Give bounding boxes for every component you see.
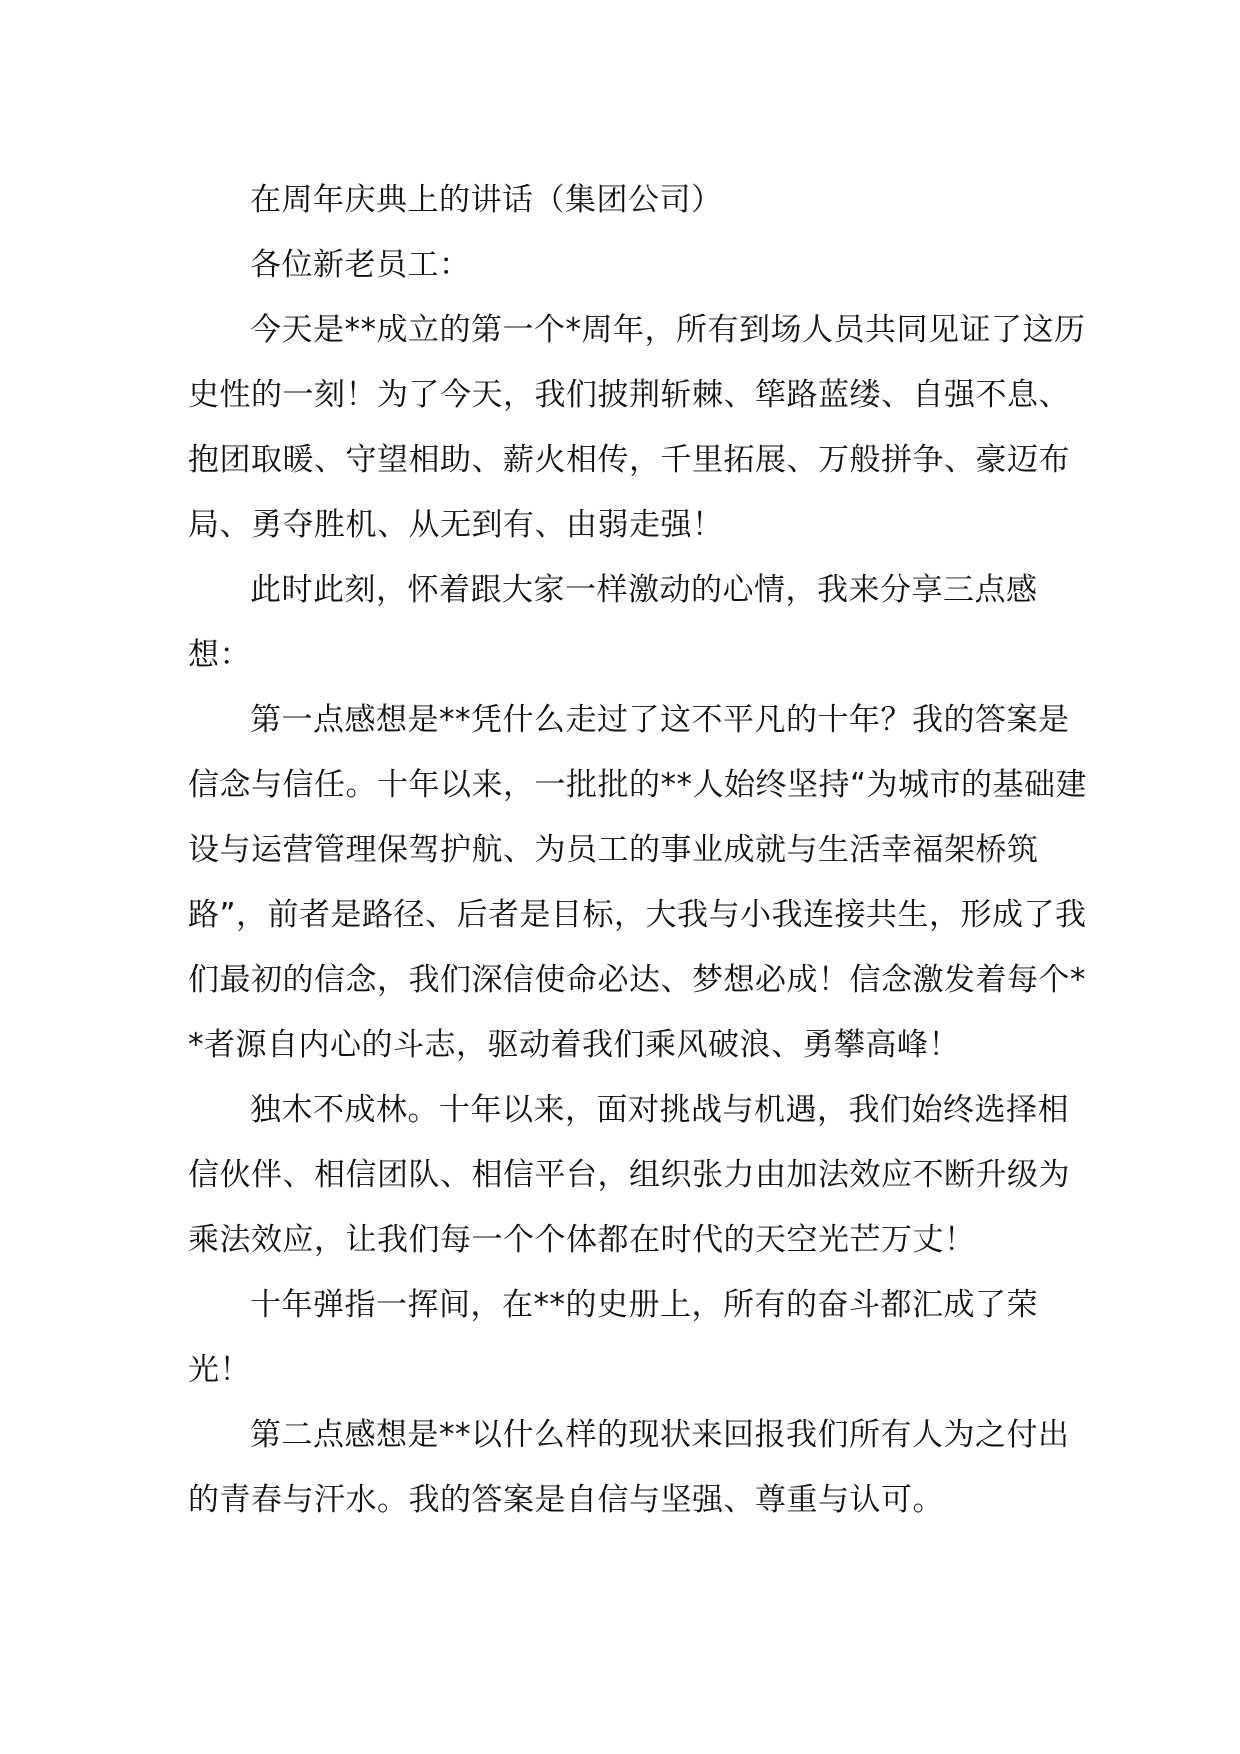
paragraph-6: 第二点感想是**以什么样的现状来回报我们所有人为之付出的青春与汗水。我的答案是自信与坚强、尊重与认可。 (188, 1417, 1070, 1518)
greeting: 各位新老员工： (250, 247, 471, 283)
paragraph-3: 第一点感想是**凭什么走过了这不平凡的十年？我的答案是信念与信任。十年以来，一批批的**人始终坚持“为城市的基础建设与运营管理保驾护航、为员工的事业成就与生活幸福架桥筑路”，前者是路径、后者是目标，大我与小我连接共生，形成了我们最初的信念，我们深信使命必达、梦想必成！信念激发着每个**者源自内心的斗志，驱动着我们乘风破浪、勇攀高峰！ (188, 702, 1088, 1063)
paragraph-5: 十年弹指一挥间，在**的史册上，所有的奋斗都汇成了荣光！ (188, 1287, 1038, 1388)
document-title: 在周年庆典上的讲话（集团公司） (250, 182, 723, 218)
document-body (188, 168, 1088, 1533)
paragraph-4: 独木不成林。十年以来，面对挑战与机遇，我们始终选择相信伙伴、相信团队、相信平台，组织张力由加法效应不断升级为乘法效应，让我们每一个个体都在时代的天空光芒万丈！ (188, 1092, 1070, 1258)
paragraph-1: 今天是**成立的第一个*周年，所有到场人员共同见证了这历史性的一刻！为了今天，我们披荆斩棘、筚路蓝缕、自强不息、抱团取暖、守望相助、薪火相传，千里拓展、万般拼争、豪迈布局、勇夺胜机、从无到有、由弱走强！ (188, 312, 1086, 543)
paragraph-2: 此时此刻，怀着跟大家一样激动的心情，我来分享三点感想： (188, 572, 1038, 673)
